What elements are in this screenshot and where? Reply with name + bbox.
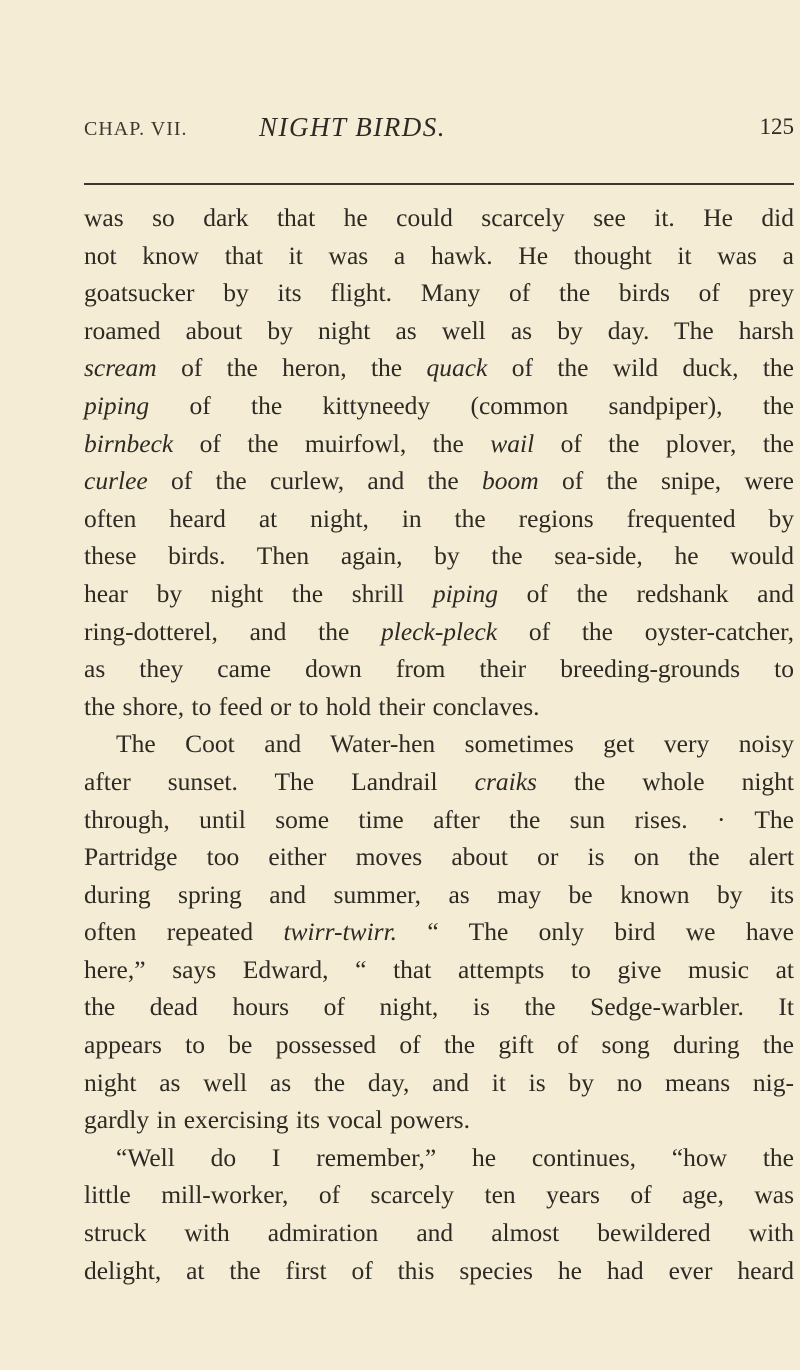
italic-word: twirr-twirr.: [283, 917, 398, 947]
text-line: [84, 462, 794, 500]
text-run: struck with admiration and almost bewildered with: [84, 1218, 794, 1248]
text-run: appears to be possessed of the gift of song during the: [84, 1030, 794, 1060]
text-line: [84, 237, 794, 275]
italic-word: quack: [426, 353, 488, 383]
header-rule: [84, 183, 794, 185]
text-run: “Well do I remember,” he continues, “how the: [116, 1142, 794, 1172]
text-line: [84, 1252, 794, 1290]
text-run: the shore, to feed or to hold their conclaves.: [84, 691, 540, 721]
text-line: [84, 1026, 794, 1064]
italic-word: curlee: [84, 466, 148, 496]
text-line: [84, 349, 794, 387]
italic-word: piping: [84, 390, 150, 420]
text-line: [84, 425, 794, 463]
text-line: [84, 838, 794, 876]
text-line: [84, 500, 794, 538]
text-run: The Coot and Water-hen sometimes get very noisy: [116, 729, 794, 759]
text-run: the dead hours of night, is the Sedge-warbler. It: [84, 992, 794, 1022]
text-run: often heard at night, in the regions frequented by: [84, 503, 794, 533]
italic-word: pleck-pleck: [381, 616, 498, 646]
text-run: hear by night the shrill: [84, 578, 433, 608]
italic-word: craiks: [474, 766, 537, 796]
text-run: of the snipe, were: [538, 466, 794, 496]
text-run: often repeated: [84, 917, 284, 947]
text-run: of the heron, the: [156, 353, 427, 383]
text-run: of the redshank and: [497, 578, 794, 608]
text-run: not know that it was a hawk. He thought it was a: [84, 240, 794, 270]
running-title: NIGHT BIRDS.: [259, 112, 447, 142]
text-run: delight, at the first of this species he had ever heard: [84, 1255, 794, 1285]
text-run: ring-dotterel, and the: [84, 616, 382, 646]
text-line: [84, 1101, 794, 1139]
text-run: roamed about by night as well as by day. The harsh: [84, 315, 794, 345]
text-run: night as well as the day, and it is by no means nig-: [84, 1067, 794, 1097]
chapter-label: CHAP. VII.: [84, 118, 188, 140]
text-line: [84, 1214, 794, 1252]
text-run: of the muirfowl, the: [173, 428, 491, 458]
text-run: “ The only bird we have: [397, 917, 794, 947]
italic-word: wail: [490, 428, 535, 458]
text-line: [84, 199, 794, 237]
text-line: [84, 725, 794, 763]
running-head: [84, 112, 794, 152]
text-line: [84, 575, 794, 613]
text-run: the whole night: [536, 766, 795, 796]
text-line: [84, 1176, 794, 1214]
text-line: [84, 274, 794, 312]
text-run: through, until some time after the sun rises. · The: [84, 804, 794, 834]
text-line: [84, 801, 794, 839]
text-run: gardly in exercising its vocal powers.: [84, 1105, 470, 1135]
text-run: Partridge too either moves about or is on the alert: [84, 842, 794, 872]
text-run: of the curlew, and the: [147, 466, 482, 496]
text-run: of the plover, the: [534, 428, 794, 458]
text-line: [84, 876, 794, 914]
text-run: here,” says Edward, “ that attempts to give music at: [84, 954, 794, 984]
text-line: [84, 1064, 794, 1102]
text-line: [84, 951, 794, 989]
body-text: [84, 199, 794, 1289]
text-line: [84, 650, 794, 688]
text-line: [84, 537, 794, 575]
text-line: [84, 613, 794, 651]
text-line: [84, 387, 794, 425]
text-run: as they came down from their breeding-grounds to: [84, 654, 794, 684]
page-number: 125: [759, 114, 794, 139]
italic-word: birnbeck: [84, 428, 174, 458]
italic-word: boom: [481, 466, 539, 496]
text-run: was so dark that he could scarcely see it. He did: [84, 203, 794, 232]
text-line: [84, 763, 794, 801]
italic-word: scream: [84, 353, 157, 383]
text-line: [84, 1139, 794, 1177]
text-run: of the kittyneedy (common sandpiper), the: [149, 390, 794, 420]
text-run: of the oyster-catcher,: [497, 616, 794, 646]
text-run: after sunset. The Landrail: [84, 766, 475, 796]
text-line: [84, 988, 794, 1026]
text-line: [84, 913, 794, 951]
text-line: [84, 312, 794, 350]
text-line: [84, 688, 794, 726]
text-run: goatsucker by its flight. Many of the birds of prey: [84, 278, 794, 308]
text-run: little mill-worker, of scarcely ten years of age, was: [84, 1180, 794, 1210]
italic-word: piping: [432, 578, 498, 608]
text-run: during spring and summer, as may be known by its: [84, 879, 794, 909]
text-run: of the wild duck, the: [487, 353, 794, 383]
text-run: these birds. Then again, by the sea-side, he would: [84, 541, 794, 571]
